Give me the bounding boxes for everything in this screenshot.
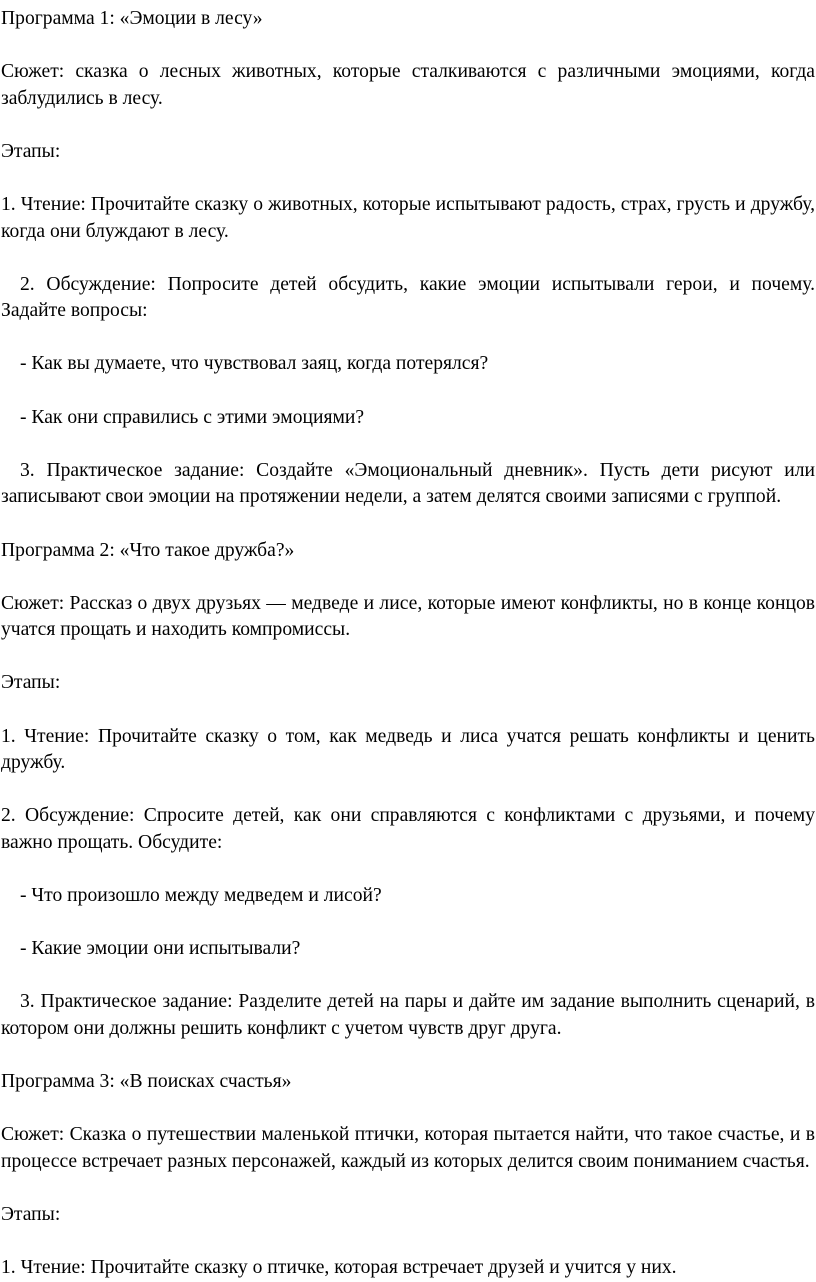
program-3-title: Программа 3: «В поисках счастья»: [1, 1071, 292, 1092]
program-2-plot: Сюжет: Рассказ о двух друзьях — медведе и лисе, которые имеют конфликты, но в конце концов учатся прощать и находить компромиссы.: [1, 592, 815, 641]
program-1-step-reading: 1. Чтение: Прочитайте сказку о животных, которые испытывают радость, страх, грусть и дружбу, когда они блуждают в лесу.: [1, 194, 815, 242]
program-2-question-1: - Что произошло между медведем и лисой?: [20, 884, 382, 906]
program-3-step-reading: 1. Чтение: Прочитайте сказку о птичке, которая встречает друзей и учится у них.: [1, 1257, 677, 1279]
program-1-question-1: - Как вы думаете, что чувствовал заяц, когда потерялся?: [20, 353, 489, 375]
program-1-title: Программа 1: «Эмоции в лесу»: [1, 8, 263, 29]
program-1-step-discussion: 2. Обсуждение: Попросите детей обсудить, какие эмоции испытывали герои, и почему. Задайте вопросы:: [1, 273, 815, 322]
program-2-step-practice: 3. Практическое задание: Разделите детей на пары и дайте им задание выполнить сценарий, в котором они должны решить конфликт с учетом чувств друг друга.: [1, 991, 815, 1039]
program-2-step-discussion: 2. Обсуждение: Спросите детей, как они справляются с конфликтами с друзьями, и почему важно прощать. Обсудите:: [1, 805, 815, 853]
program-2-step-reading: 1. Чтение: Прочитайте сказку о том, как медведь и лиса учатся решать конфликты и ценить дружбу.: [1, 725, 815, 774]
program-2-question-2: - Какие эмоции они испытывали?: [20, 938, 301, 960]
program-1-question-2: - Как они справились с этими эмоциями?: [20, 406, 365, 428]
program-1-stages-heading: Этапы:: [1, 140, 61, 162]
program-3-stages-heading: Этапы:: [1, 1203, 61, 1225]
program-2-title: Программа 2: «Что такое дружба?»: [1, 539, 295, 561]
program-1-step-practice: 3. Практическое задание: Создайте «Эмоциональный дневник». Пусть дети рисуют или записывают свои эмоции на протяжении недели, а затем делятся своими записями с группой.: [1, 459, 815, 508]
program-3-plot: Сюжет: Сказка о путешествии маленькой птички, которая пытается найти, что такое счастье, и в процессе встречает разных персонажей, каждый из которых делится своим пониманием счастья.: [1, 1124, 815, 1172]
program-1-plot: Сюжет: сказка о лесных животных, которые сталкиваются с различными эмоциями, когда заблудились в лесу.: [1, 61, 815, 109]
program-2-stages-heading: Этапы:: [1, 672, 61, 694]
